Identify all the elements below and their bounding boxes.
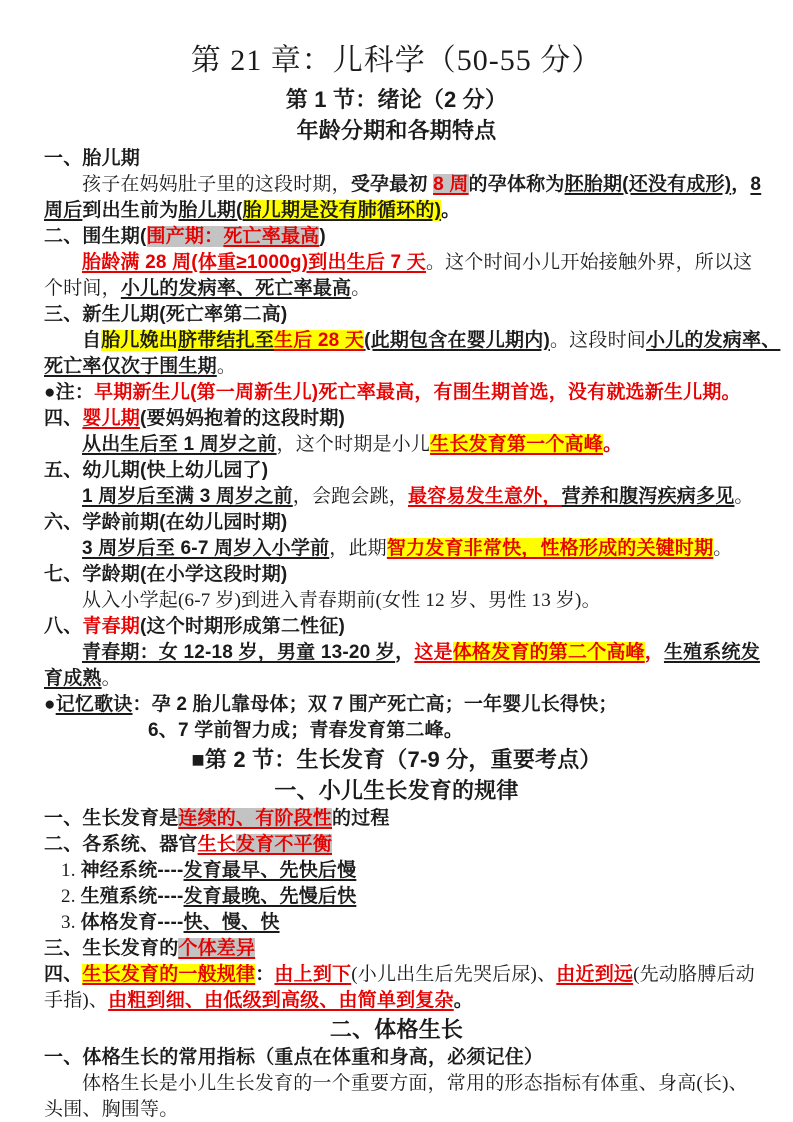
section-1-title (44, 84, 749, 115)
text-span: 孩子在妈妈肚子里的这段时期， (82, 174, 351, 195)
mnemonic-line-2 (44, 718, 749, 744)
text-span: 连续的、有阶段性 (178, 808, 333, 829)
text-span: 小儿的发病率、死亡率最高 (120, 278, 352, 299)
section-1-subtitle (44, 115, 749, 146)
text-span: 。 (441, 200, 461, 221)
text-span: 营养和腹泻疾病多见 (561, 486, 735, 507)
text-span: 手指)、 (44, 990, 109, 1011)
text-span: 2. (61, 886, 81, 907)
text-span: 脐带结扎至 (178, 330, 275, 351)
text-span: 生殖系统发 (663, 642, 760, 663)
text-span: ) (319, 226, 326, 247)
growth-index-text-line-2 (44, 1097, 749, 1122)
text-span: 1 周岁后至满 3 周岁之前 (82, 486, 293, 507)
infant-text (44, 432, 749, 458)
text-span: 六、学龄前期(在幼儿园时期) (44, 512, 288, 533)
text-span: (此期包含在婴儿期内) (364, 330, 550, 351)
text-span: ， (395, 642, 415, 663)
text-span: 8 (750, 174, 762, 195)
text-span: 三、生长发育的 (44, 938, 179, 959)
text-span: 三、新生儿期(死亡率第二高) (44, 304, 288, 325)
text-span: (要妈妈抱着的这段时期) (140, 408, 346, 429)
adolescence-text-line-2 (44, 666, 749, 692)
text-span: 6、7 学前智力成；青春发育第二峰。 (148, 720, 464, 741)
text-span: 五、幼儿期(快上幼儿园了) (44, 460, 269, 481)
text-span: 一、小儿生长发育的规律 (274, 778, 519, 803)
item-8-adolescence-heading (44, 614, 749, 640)
text-span: (先动胳膊后动 (633, 964, 755, 985)
text-span: 的孕体称为 (468, 174, 565, 195)
school-text (44, 588, 749, 614)
text-span: ■第 2 节：生长发育（7-9 分，重要考点） (191, 747, 602, 772)
text-span: 。 (602, 434, 623, 455)
text-span: ， (644, 642, 664, 663)
text-span: 胎儿期( (178, 200, 243, 221)
item-3-neonatal-heading (44, 302, 749, 328)
growth-rule-2-item-2 (44, 884, 749, 910)
text-span: 神经系统---- (80, 860, 184, 881)
text-span: 一、生长发育是 (44, 808, 179, 829)
fetal-text-line-2 (44, 198, 749, 224)
text-span: 记忆歌诀 (55, 694, 133, 715)
growth-rule-3 (44, 936, 749, 962)
text-span: 快、慢、快 (183, 912, 280, 933)
text-span: 周后 (44, 200, 83, 221)
text-span: ，这个时期是小儿 (276, 434, 431, 455)
text-span: 生长发育第一个高峰 (430, 434, 603, 455)
section-2-subtitle-1 (44, 775, 749, 806)
text-span: 婴儿期 (82, 408, 141, 429)
growth-rule-1 (44, 806, 749, 832)
text-span: 体格发育---- (80, 912, 184, 933)
text-span: ● (44, 694, 56, 715)
text-span: 。 (453, 990, 473, 1011)
growth-rule-4-line-1 (44, 962, 755, 988)
text-span: 个体差异 (178, 938, 256, 959)
growth-index-text-line-1 (44, 1071, 749, 1097)
text-span: 发育最早、先快后慢 (183, 860, 357, 881)
perinatal-text-line-1 (44, 250, 753, 276)
item-6-preschool-heading (44, 510, 749, 536)
text-span: 生殖系统---- (80, 886, 184, 907)
text-span: 育成熟 (44, 668, 102, 689)
text-span: 8 周 (433, 174, 469, 195)
item-5-toddler-heading (44, 458, 749, 484)
text-span: 四、 (44, 964, 83, 985)
section-2-title (44, 744, 749, 775)
text-span: 这是 (414, 642, 453, 663)
text-span: 青春期 (82, 616, 141, 637)
text-span: 由上到下 (274, 964, 352, 985)
text-span: ， (731, 174, 751, 195)
text-span: ：孕 2 胎儿靠母体；双 7 围产死亡高；一年婴儿长得快； (132, 694, 618, 715)
text-span: 1. (61, 860, 81, 881)
text-span: 。 (101, 668, 121, 689)
note-neonatal (44, 380, 749, 406)
text-span: 生长 (197, 834, 237, 855)
text-span: 第 21 章：儿科学（50-55 分） (190, 44, 603, 77)
text-span: 发育最晚、先慢后快 (183, 886, 357, 907)
item-1-fetal-heading (44, 146, 749, 172)
text-span: 早期新生儿(第一周新生儿)死亡率最高，有围生期首选，没有就选新生儿期。 (94, 382, 741, 403)
section-2-subtitle-2 (44, 1014, 749, 1045)
text-span: 小儿的发病率、 (646, 330, 781, 351)
text-span: 自 (82, 330, 102, 351)
fetal-text-line-1 (44, 172, 762, 198)
text-span: 智力发育非常快，性格形成的关键时期 (386, 538, 714, 559)
text-span: 生后 28 天 (274, 330, 365, 351)
text-span: 生长发育的一般规律 (82, 964, 256, 985)
preschool-text (44, 536, 749, 562)
text-span: 个时间， (44, 278, 121, 299)
text-span: 受孕最初 (350, 174, 434, 195)
text-span: 。 (216, 356, 237, 377)
text-span: 发育不平衡 (236, 834, 333, 855)
text-span: 3. (61, 912, 81, 933)
text-span: 一、体格生长的常用指标（重点在体重和身高，必须记住） (44, 1047, 544, 1068)
text-span: ： (255, 964, 275, 985)
text-span: 由近到远 (556, 964, 634, 985)
item-7-school-heading (44, 562, 749, 588)
text-span: 体格生长是小儿生长发育的一个重要方面，常用的形态指标有体重、身高(长)、 (82, 1073, 748, 1094)
text-span: 从入小学起(6-7 岁)到进入青春期前(女性 12 岁、男性 13 岁)。 (82, 590, 601, 611)
text-span: 青春期：女 12-18 岁，男童 13-20 岁 (82, 642, 396, 663)
text-span: 二、各系统、器官 (44, 834, 198, 855)
text-span: ●注： (44, 382, 95, 403)
text-span: (这个时期形成第二性征) (140, 616, 346, 637)
text-span: ，会跑会跳， (292, 486, 408, 507)
text-span: 3 周岁后至 6-7 周岁入小学前 (82, 538, 330, 559)
text-span: 到出生前为 (82, 200, 179, 221)
text-span: 围产期： (146, 226, 224, 247)
text-span: 从出生后至 1 周岁之前 (82, 434, 277, 455)
mnemonic-line-1 (44, 692, 749, 718)
text-span: 。这段时间 (549, 330, 646, 351)
text-span: 年龄分期和各期特点 (296, 118, 497, 143)
text-span: 头围、胸围等。 (44, 1099, 179, 1120)
text-span: 胎儿娩出 (101, 330, 179, 351)
text-span: 四、 (44, 408, 83, 429)
text-span: 。 (351, 278, 371, 299)
text-span: (小儿出生后先哭后尿)、 (351, 964, 557, 985)
chapter-title (44, 40, 749, 82)
text-span: 二、体格生长 (329, 1017, 464, 1042)
growth-rule-2-item-1 (44, 858, 749, 884)
perinatal-text-line-2 (44, 276, 749, 302)
adolescence-text-line-1 (44, 640, 760, 666)
text-span: 。 (734, 486, 754, 507)
text-span: 二、围生期( (44, 226, 147, 247)
text-span: 胚胎期(还没有成形) (564, 174, 732, 195)
text-span: 八、 (44, 616, 83, 637)
text-span: 体格发育的第二个高峰 (452, 642, 645, 663)
growth-rule-2 (44, 832, 749, 858)
text-span: 最容易发生意外， (407, 486, 562, 507)
text-span: 第 1 节：绪论（2 分） (285, 87, 508, 112)
text-span: 胎龄满 28 周(体重≥1000g)到出生后 7 天 (82, 252, 426, 273)
text-span: 的过程 (332, 808, 390, 829)
neonatal-text-line-1 (44, 328, 781, 354)
document-body (44, 40, 781, 1122)
text-span: 死亡率最高 (223, 226, 320, 247)
growth-rule-2-item-3 (44, 910, 749, 936)
growth-index-heading (44, 1045, 749, 1071)
text-span: ，此期 (329, 538, 387, 559)
text-span: 七、学龄期(在小学这段时期) (44, 564, 288, 585)
text-span: 死亡率仅次于围生期 (44, 356, 217, 377)
toddler-text (44, 484, 754, 510)
text-span: 由粗到细、由低级到高级、由简单到复杂 (108, 990, 454, 1011)
neonatal-text-line-2 (44, 354, 749, 380)
item-4-infant-heading (44, 406, 749, 432)
item-2-perinatal-heading (44, 224, 749, 250)
text-span: 胎儿期是没有肺循环的) (242, 200, 442, 221)
text-span: 一、胎儿期 (44, 148, 141, 169)
text-span: 。 (713, 538, 733, 559)
growth-rule-4-line-2 (44, 988, 749, 1014)
text-span: 。这个时间小儿开始接触外界，所以这 (425, 252, 753, 273)
